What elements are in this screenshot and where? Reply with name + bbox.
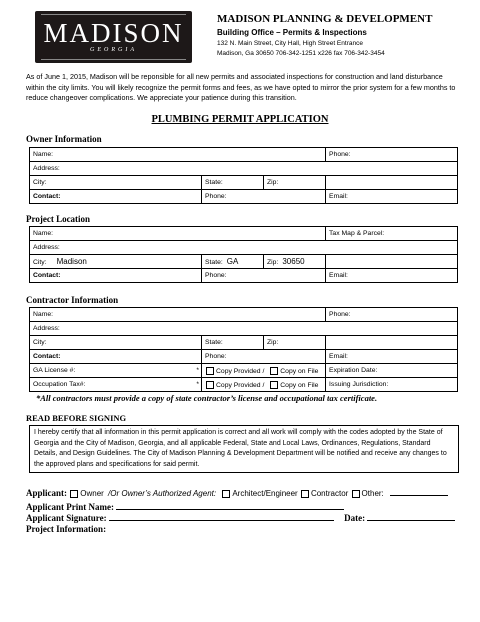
contractor-contact-phone-field[interactable]: Phone: [202, 350, 326, 364]
form-title: PLUMBING PERMIT APPLICATION [151, 114, 329, 125]
applicant-label: Applicant: [26, 488, 68, 498]
project-state-label: State: [205, 259, 223, 266]
print-name-row [26, 501, 344, 512]
read-before-signing-heading: READ BEFORE SIGNING [26, 413, 127, 423]
owner-state-field[interactable]: State: [202, 176, 264, 190]
logo-state: GEORGIA [90, 47, 137, 53]
owner-blank-cell [326, 176, 458, 190]
occupation-tax-label: Occupation Tax#: [33, 381, 86, 388]
project-information-row [26, 524, 106, 534]
occtax-copy-on-file-label: Copy on File [280, 381, 319, 389]
occupation-asterisk: * [196, 381, 199, 388]
contractor-city-field[interactable]: City: [30, 336, 202, 350]
project-state-field[interactable] [202, 255, 264, 269]
logo-underline [41, 57, 186, 60]
other-input-line[interactable] [390, 487, 448, 496]
project-information-label: Project Information: [26, 524, 107, 534]
owner-city-field[interactable]: City: [30, 176, 202, 190]
date-label: Date: [344, 513, 366, 523]
contractor-contact-field[interactable]: Contact: [30, 350, 202, 364]
project-address-field[interactable]: Address: [30, 241, 458, 255]
contractor-table [29, 307, 458, 392]
project-city-label: City: [33, 259, 47, 266]
signature-line[interactable] [109, 512, 334, 521]
other-label: Other: [361, 489, 384, 498]
project-tax-parcel-field[interactable]: Tax Map & Parcel: [326, 227, 458, 241]
applicant-type-row [26, 487, 448, 498]
project-zip-field[interactable] [264, 255, 326, 269]
project-state-value: GA [226, 257, 239, 266]
license-copy-provided-label: Copy Provided / [216, 367, 265, 375]
contractor-blank-cell [326, 336, 458, 350]
owner-table [29, 147, 458, 204]
owner-name-field[interactable]: Name: [30, 148, 326, 162]
architect-checkbox[interactable] [222, 490, 230, 498]
signature-row [26, 512, 455, 523]
office-address: 132 N. Main Street, City Hall, High Street Entrance [217, 40, 363, 47]
intro-paragraph: As of June 1, 2015, Madison will be reponsible for all new permits and associated inspections for construction and land disturbance within the city limits. You will likely recognize the permit forms and fees, as we have opted to mirror the prior system for a few months to reduce changeover complications. We appreciate your patience during this transition. [26, 72, 456, 102]
project-city-value: Madison [56, 257, 87, 266]
license-asterisk: * [196, 367, 199, 374]
print-name-label: Applicant Print Name: [26, 502, 114, 512]
owner-zip-field[interactable]: Zip: [264, 176, 326, 190]
madison-logo [35, 11, 192, 63]
authorized-agent-label: /Or Owner’s Authorized Agent: [108, 489, 217, 498]
project-zip-label: Zip: [267, 259, 279, 266]
ga-license-label: GA License #: [33, 367, 76, 374]
contractor-name-field[interactable]: Name: [30, 308, 326, 322]
contractor-phone-field[interactable]: Phone: [326, 308, 458, 322]
other-checkbox[interactable] [352, 490, 360, 498]
owner-email-field[interactable]: Email: [326, 190, 458, 204]
owner-section-title: Owner Information [26, 134, 102, 144]
architect-label: Architect/Engineer [232, 489, 298, 498]
issuing-jurisdiction-field[interactable]: Issuing Jurisdiction: [326, 378, 458, 392]
contractor-email-field[interactable]: Email: [326, 350, 458, 364]
project-email-field[interactable]: Email: [326, 269, 458, 283]
project-blank-cell [326, 255, 458, 269]
logo-name: MADISON [43, 18, 184, 48]
owner-contact-phone-field[interactable]: Phone: [202, 190, 326, 204]
applicant-owner-label: Owner [80, 489, 104, 498]
project-name-field[interactable]: Name: [30, 227, 326, 241]
license-copy-on-file-checkbox[interactable] [270, 367, 278, 375]
contractor-zip-field[interactable]: Zip: [264, 336, 326, 350]
applicant-owner-checkbox[interactable] [70, 490, 78, 498]
organization-name: MADISON PLANNING & DEVELOPMENT [217, 13, 433, 25]
project-contact-field[interactable]: Contact: [30, 269, 202, 283]
project-section-title: Project Location [26, 214, 91, 224]
owner-phone-field[interactable]: Phone: [326, 148, 458, 162]
contractor-address-field[interactable]: Address: [30, 322, 458, 336]
occtax-copy-on-file-checkbox[interactable] [270, 381, 278, 389]
print-name-line[interactable] [116, 501, 344, 510]
expiration-date-field[interactable]: Expiration Date: [326, 364, 458, 378]
ga-license-copy-options [202, 364, 326, 378]
logo-rooftop-ornament [41, 14, 186, 21]
contractor-section-title: Contractor Information [26, 295, 119, 305]
ga-license-field[interactable] [30, 364, 202, 378]
owner-address-field[interactable]: Address: [30, 162, 458, 176]
contractor-note: *All contractors must provide a copy of state contractor’s license and occupational tax certificate. [36, 393, 378, 403]
project-table [29, 226, 458, 283]
occtax-copy-provided-checkbox[interactable] [206, 381, 214, 389]
office-name: Building Office – Permits & Inspections [217, 28, 367, 37]
contractor-state-field[interactable]: State: [202, 336, 264, 350]
license-copy-provided-checkbox[interactable] [206, 367, 214, 375]
office-contact: Madison, Ga 30650 706-342-1251 x226 fax 706-342-3454 [217, 50, 385, 57]
project-zip-value: 30650 [282, 257, 305, 266]
license-copy-on-file-label: Copy on File [280, 367, 319, 375]
contractor-checkbox[interactable] [301, 490, 309, 498]
certification-statement: I hereby certify that all information in this permit application is correct and all work will comply with the codes adopted by the State of Georgia and the City of Madison, Georgia, and all applicable Federal, State and Local Laws, Ordinances, Regulations, Standard Details, and Design Guidelines. The City of Madison Planning & Development Department will be notified and receive any changes to the approved plans and specifications for said permit. [29, 425, 459, 473]
owner-contact-field[interactable]: Contact: [30, 190, 202, 204]
project-contact-phone-field[interactable]: Phone: [202, 269, 326, 283]
occupation-tax-field[interactable] [30, 378, 202, 392]
occtax-copy-provided-label: Copy Provided / [216, 381, 265, 389]
occupation-tax-copy-options [202, 378, 326, 392]
contractor-label: Contractor [310, 489, 349, 498]
project-city-field[interactable] [30, 255, 202, 269]
signature-label: Applicant Signature: [26, 513, 107, 523]
date-line[interactable] [367, 512, 455, 521]
